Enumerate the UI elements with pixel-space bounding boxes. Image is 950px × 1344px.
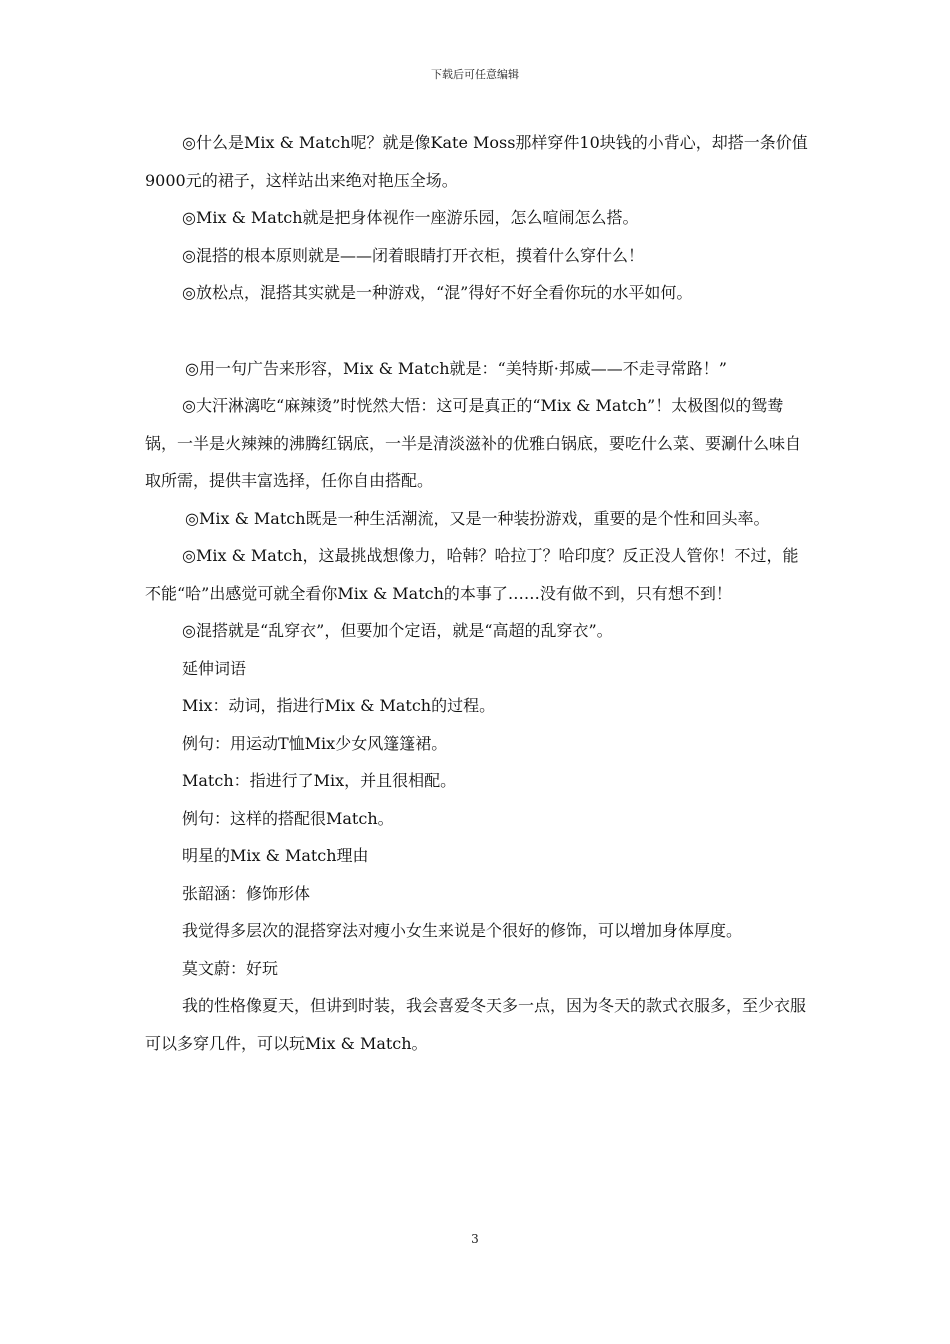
celebrity-heading-zhang: 张韶涵：修饰形体: [182, 883, 311, 903]
term-match-example: 例句：这样的搭配很Match。: [182, 808, 394, 828]
term-match-definition: Match：指进行了Mix，并且很相配。: [182, 771, 457, 790]
paragraph-random-dressing: ◎混搭就是“乱穿衣”，但要加个定语，就是“高超的乱穿衣”。: [182, 621, 613, 640]
document-body: [145, 124, 810, 1062]
term-mix-definition: Mix：动词，指进行Mix & Match的过程。: [182, 696, 496, 715]
paragraph-what-is-mix-match: ◎什么是Mix & Match呢？就是像Kate Moss那样穿件10块钱的小背心，却搭一条价值9000元的裙子，这样站出来绝对艳压全场。: [145, 133, 808, 190]
paragraph-basic-principle: ◎混搭的根本原则就是——闭着眼睛打开衣柜，摸着什么穿什么！: [182, 245, 644, 265]
celebrity-quote-mo: 我的性格像夏天，但讲到时装，我会喜爱冬天多一点，因为冬天的款式衣服多，至少衣服可以多穿几件，可以玩Mix & Match。: [145, 996, 807, 1053]
celebrity-heading-mo: 莫文蔚：好玩: [182, 958, 279, 978]
paragraph-advertisement: ◎用一句广告来形容，Mix & Match就是：“美特斯·邦威——不走寻常路！”: [185, 358, 727, 378]
section-heading-celebrity-reasons: 明星的Mix & Match理由: [182, 846, 369, 865]
paragraph-malatang: ◎大汗淋漓吃“麻辣烫”时恍然大悟：这可是真正的“Mix & Match”！太极图似的鸳鸯锅，一半是火辣辣的沸腾红锅底，一半是清淡滋补的优雅白锅底，要吃什么菜、要涮什么味自取所需，提供丰富选择，任你自由搭配。: [145, 396, 802, 490]
paragraph-amusement-park: ◎Mix & Match就是把身体视作一座游乐园，怎么喧闹怎么搭。: [182, 208, 639, 227]
paragraph-imagination: ◎Mix & Match，这最挑战想像力，哈韩？哈拉丁？哈印度？反正没人管你！不过，能不能“哈”出感觉可就全看你Mix & Match的本事了……没有做不到，只有想不到！: [145, 546, 799, 603]
term-mix-example: 例句：用运动T恤Mix少女风篷篷裙。: [182, 733, 448, 753]
section-heading-extended-terms: 延伸词语: [182, 658, 247, 678]
paragraph-lifestyle-trend: ◎Mix & Match既是一种生活潮流，又是一种装扮游戏，重要的是个性和回头率。: [185, 508, 770, 528]
celebrity-quote-zhang: 我觉得多层次的混搭穿法对瘦小女生来说是个很好的修饰，可以增加身体厚度。: [182, 921, 743, 940]
page-header: 下载后可任意编辑: [431, 68, 519, 81]
paragraph-relax-game: ◎放松点，混搭其实就是一种游戏，“混”得好不好全看你玩的水平如何。: [182, 283, 693, 302]
blank-line: [145, 312, 810, 350]
page-number: 3: [471, 1232, 479, 1246]
